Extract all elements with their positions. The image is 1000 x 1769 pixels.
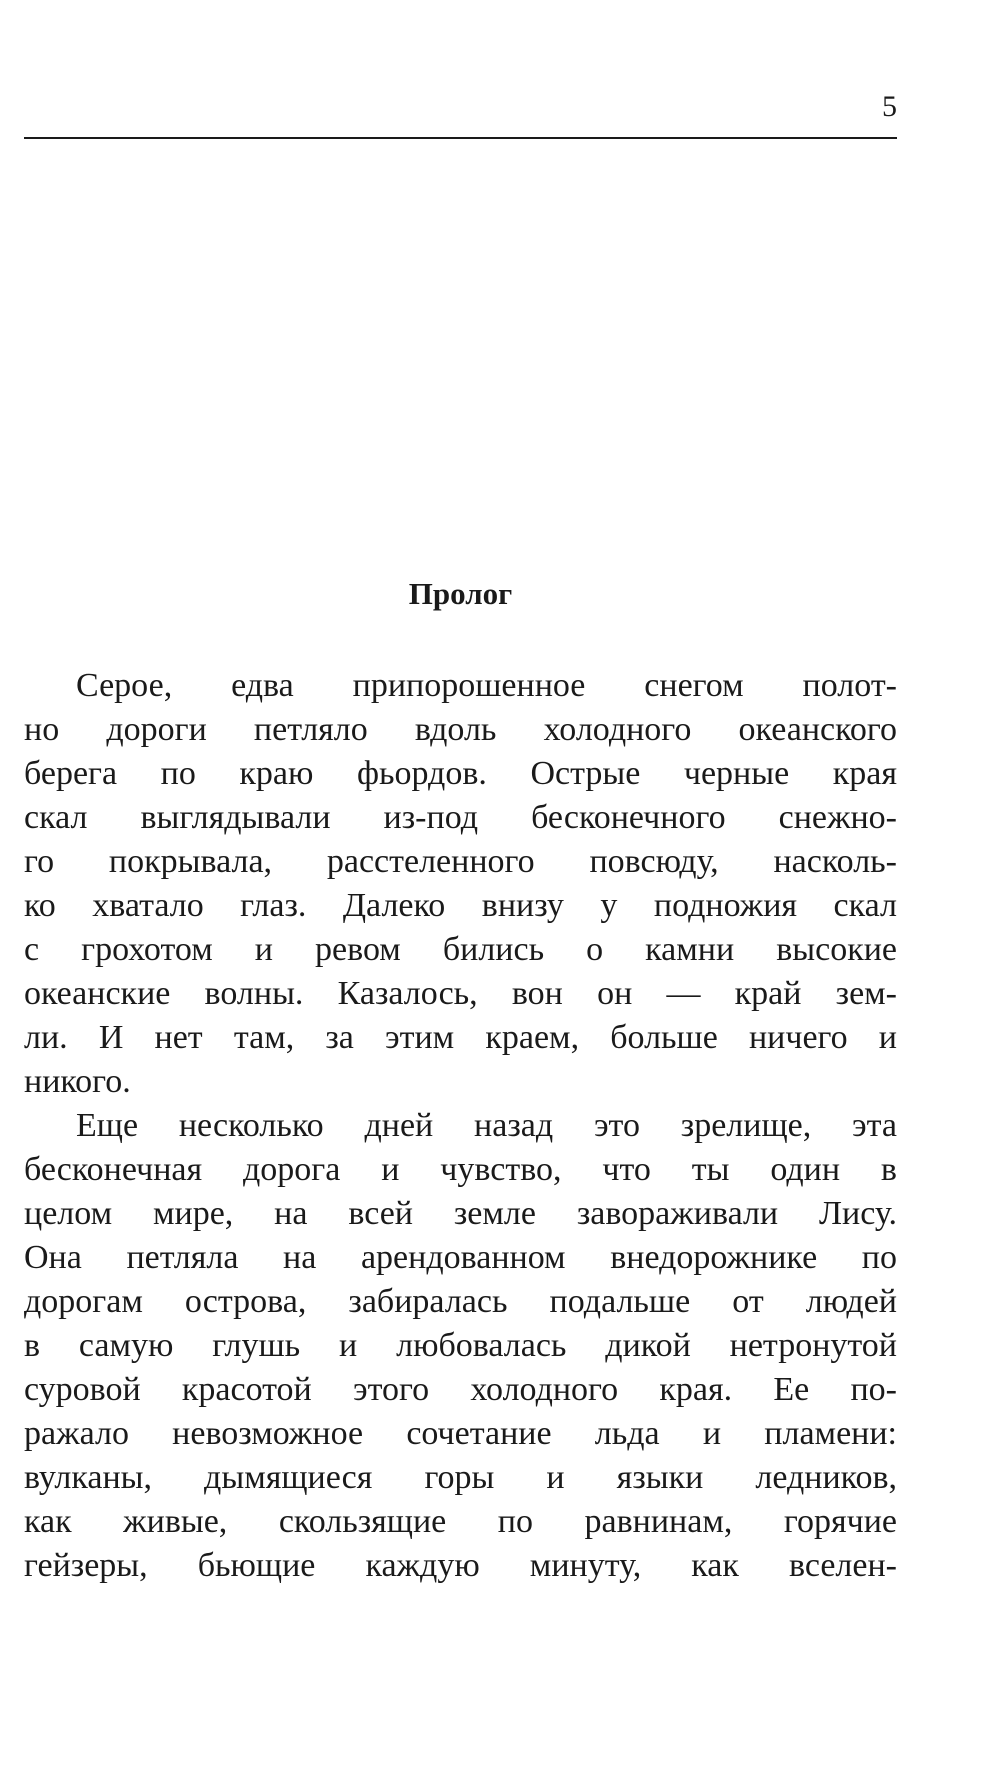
text-line: Серое, едва припорошенное снегом полот- [76, 667, 897, 704]
text-line: Она петляла на арендованном внедорожнике по [24, 1239, 897, 1276]
text-line: как живые, скользящие по равнинам, горячие [24, 1503, 897, 1540]
text-line: Еще несколько дней назад это зрелище, эта [76, 1107, 897, 1144]
header-rule [24, 137, 897, 139]
paragraph-2 [24, 1104, 897, 1588]
text-line: суровой красотой этого холодного края. Ее по- [24, 1371, 897, 1408]
text-line: гейзеры, бьющие каждую минуту, как вселен- [24, 1547, 897, 1584]
text-line: ко хватало глаз. Далеко внизу у подножия скал [24, 887, 897, 924]
text-line: целом мире, на всей земле завораживали Лису. [24, 1195, 897, 1232]
text-line: но дороги петляло вдоль холодного океанского [24, 711, 897, 748]
text-line: скал выглядывали из-под бесконечного снежно- [24, 799, 897, 836]
text-line: океанские волны. Казалось, вон он — край зем- [24, 975, 897, 1012]
text-line: дорогам острова, забиралась подальше от людей [24, 1283, 897, 1320]
text-line: бесконечная дорога и чувство, что ты один в [24, 1151, 897, 1188]
text-line: ражало невозможное сочетание льда и пламени: [24, 1415, 897, 1452]
page-number: 5 [882, 90, 897, 123]
body-text [24, 664, 897, 1588]
paragraph-1 [24, 664, 897, 1104]
text-line: никого. [24, 1063, 131, 1100]
text-line: берега по краю фьордов. Острые черные края [24, 755, 897, 792]
text-line: вулканы, дымящиеся горы и языки ледников, [24, 1459, 897, 1496]
text-line: в самую глушь и любовалась дикой нетронутой [24, 1327, 897, 1364]
text-line: с грохотом и ревом бились о камни высокие [24, 931, 897, 968]
text-line: ли. И нет там, за этим краем, больше ничего и [24, 1019, 897, 1056]
chapter-title: Пролог [408, 576, 513, 611]
text-line: го покрывала, расстеленного повсюду, насколь- [24, 843, 897, 880]
